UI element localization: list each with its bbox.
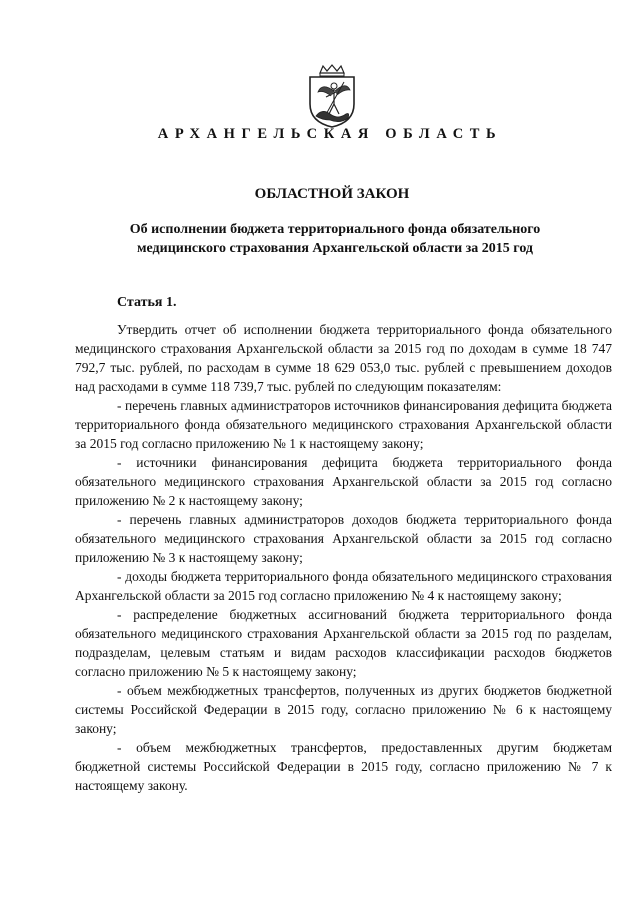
article-list-item: - объем межбюджетных трансфертов, предоставленных другим бюджетам бюджетной системы Российской Федерации в 2015 году, согласно приложению № 7 к настоящему закону.: [75, 740, 612, 793]
article-list-item: - объем межбюджетных трансфертов, полученных из других бюджетов бюджетной системы Российской Федерации в 2015 году, согласно приложению № 6 к настоящему закону;: [75, 683, 612, 736]
article-list-item: - перечень главных администраторов источников финансирования дефицита бюджета территориального фонда обязательного медицинского страхования Архангельской области за 2015 год согласно приложению № 1 к настоящему закону;: [75, 398, 612, 451]
law-title: ОБЛАСТНОЙ ЗАКОН: [254, 186, 410, 202]
arkhangelsk-coat-of-arms-icon: [304, 64, 360, 128]
article-heading: Статья 1.: [117, 295, 177, 310]
region-name: АРХАНГЕЛЬСКАЯ ОБЛАСТЬ: [157, 126, 503, 142]
law-subject: Об исполнении бюджета территориального фонда обязательного медицинского страхования Архангельской области за 2015 год: [129, 222, 541, 256]
article-body: [75, 320, 612, 795]
article-list-item: - распределение бюджетных ассигнований бюджета территориального фонда обязательного медицинского страхования Архангельской области за 2015 год по разделам, подразделам, целевым статьям и видам расходов классификации расходов бюджетов согласно приложению № 5 к настоящему закону;: [75, 607, 612, 679]
article-paragraph-intro: Утвердить отчет об исполнении бюджета территориального фонда обязательного медицинского страхования Архангельской области за 2015 год по доходам в сумме 18 747 792,7 тыс. рублей, по расходам в сумме 18 629 053,0 тыс. рублей с превышением доходов над расходами в сумме 118 739,7 тыс. рублей по следующим показателям:: [75, 322, 612, 394]
article-list-item: - перечень главных администраторов доходов бюджета территориального фонда обязательного медицинского страхования Архангельской области за 2015 год согласно приложению № 3 к настоящему закону;: [75, 512, 612, 565]
article-list-item: - источники финансирования дефицита бюджета территориального фонда обязательного медицинского страхования Архангельской области за 2015 год согласно приложению № 2 к настоящему закону;: [75, 455, 612, 508]
article-list-item: - доходы бюджета территориального фонда обязательного медицинского страхования Архангельской области за 2015 год согласно приложению № 4 к настоящему закону;: [75, 569, 612, 603]
